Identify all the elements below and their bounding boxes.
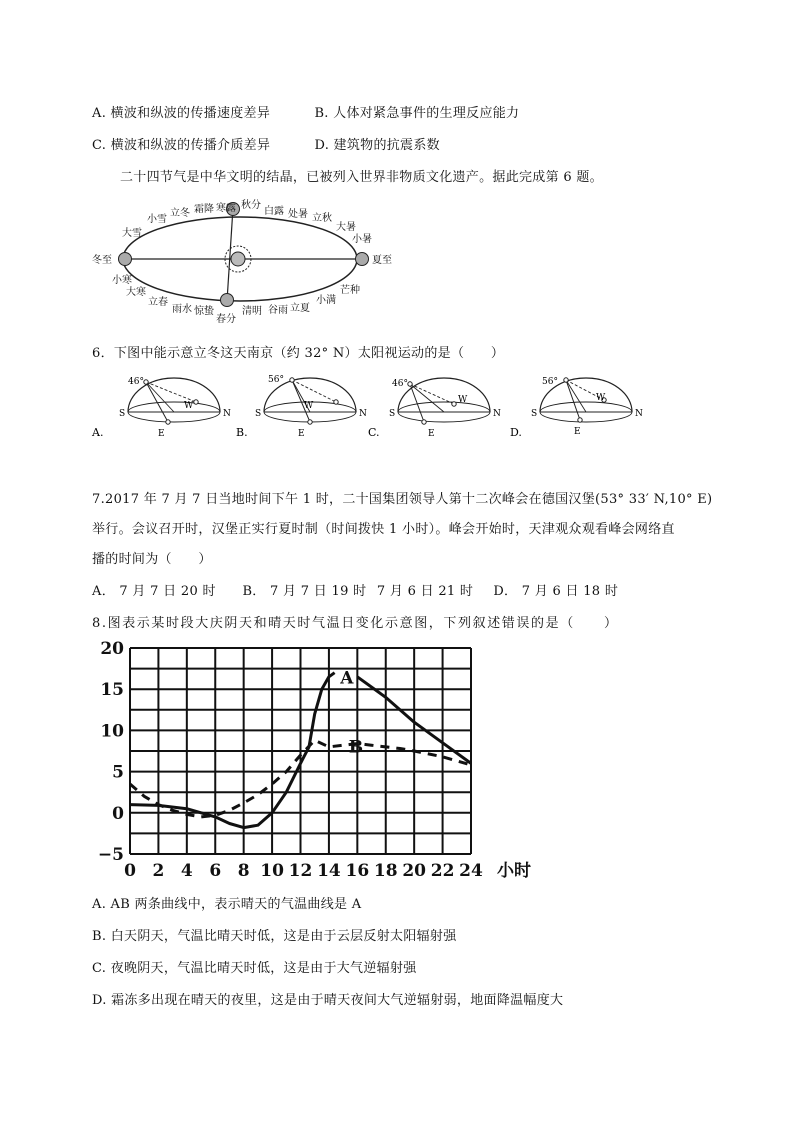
q6-c-dir-n: N — [493, 409, 501, 419]
x-tick-label: 12 — [288, 861, 313, 881]
q6-c-letter: C. — [368, 426, 380, 439]
x-tick-label: 2 — [152, 861, 165, 881]
term-dashu: 大暑 — [336, 222, 356, 233]
x-tick-label: 10 — [260, 861, 284, 881]
series-label-a: A — [340, 668, 354, 689]
term-xiazhi: 夏至 — [372, 255, 392, 266]
q8-option-c[interactable]: C. 夜晚阴天，气温比晴天时低，这是由于大气逆辐射强 — [92, 961, 417, 976]
x-tick-label: 24 — [459, 861, 483, 881]
q5-options-row2 — [92, 134, 440, 153]
q5-option-d[interactable]: D. 建筑物的抗震系数 — [314, 138, 440, 153]
q6-b-dir-n: N — [359, 409, 367, 419]
q8-option-d[interactable]: D. 霜冻多出现在晴天的夜里，这是由于晴天夜间大气逆辐射弱，地面降温幅度大 — [92, 993, 564, 1008]
q8-option-b[interactable]: B. 白天阴天，气温比晴天时低，这是由于云层反射太阳辐射强 — [92, 929, 457, 944]
x-tick-label: 22 — [430, 861, 455, 881]
q5-option-a[interactable]: A. 横波和纵波的传播速度差异 — [92, 106, 271, 121]
q5-option-b[interactable]: B. 人体对紧急事件的生理反应能力 — [314, 106, 520, 121]
q6-c-dir-w: W — [458, 395, 468, 405]
q6-option-b-figure[interactable] — [236, 375, 367, 439]
q7-option-b[interactable]: B． 7 月 7 日 19 时 — [242, 584, 367, 599]
x-tick-label: 8 — [237, 861, 250, 881]
term-shuangjiang: 霜降 — [194, 204, 214, 215]
y-tick-label: 20 — [100, 639, 124, 659]
q6-d-dir-s: S — [531, 409, 538, 419]
term-bailu: 白露 — [264, 206, 284, 217]
q7-stem-line2: 举行。会议召开时，汉堡正实行夏时制（时间拨快 1 小时）。峰会开始时，天津观众观看峰会网络直 — [92, 522, 675, 537]
q6-a-dir-e: E — [158, 429, 165, 439]
x-tick-label: 20 — [402, 861, 427, 881]
x-tick-label: 16 — [345, 861, 370, 881]
q7-stem-line3: 播的时间为（ ） — [92, 552, 212, 567]
solar-terms-diagram — [90, 192, 410, 326]
earth-marker-winter — [119, 253, 132, 266]
term-daxue: 大雪 — [122, 228, 142, 239]
q6-option-a-figure[interactable] — [91, 377, 231, 439]
term-lidong: 立冬 — [170, 208, 190, 219]
q6-hemisphere-options — [88, 370, 648, 442]
x-tick-label: 14 — [317, 861, 341, 881]
q6-b-dir-s: S — [255, 409, 262, 419]
q6-b-dir-e: E — [298, 429, 305, 439]
earth-marker-summer — [356, 253, 369, 266]
q8-option-a[interactable]: A. AB 两条曲线中，表示晴天的气温曲线是 A — [92, 897, 362, 912]
x-tick-label: 6 — [209, 861, 222, 881]
q6-b-dir-w: W — [304, 401, 314, 411]
x-axis-label: 小时 — [497, 861, 531, 881]
y-tick-label: 0 — [112, 803, 124, 824]
term-chushu: 处暑 — [288, 209, 308, 220]
term-liqiu: 立秋 — [312, 213, 332, 224]
q6-c-angle: 46° — [392, 379, 408, 389]
q6-a-dir-n: N — [223, 409, 231, 419]
q8-stem: 8.图表示某时段大庆阴天和晴天时气温日变化示意图，下列叙述错误的是（ ） — [92, 616, 619, 631]
intro-text: 二十四节气是中华文明的结晶，已被列入世界非物质文化遗产。据此完成第 6 题。 — [120, 170, 603, 185]
term-xiaoshu: 小暑 — [352, 234, 372, 245]
term-qiufen: 秋分 — [241, 200, 261, 211]
term-dahan: 大寒 — [126, 287, 146, 298]
q7-options — [92, 580, 618, 599]
q7-stem-line1: 7.2017 年 7 月 7 日当地时间下午 1 时，二十国集团领导人第十二次峰会在德国汉堡(53° 33′ N,10° E) — [92, 492, 713, 507]
q6-d-dir-n: N — [635, 409, 643, 419]
q6-option-c-figure[interactable] — [368, 378, 501, 439]
q6-d-letter: D. — [510, 426, 522, 439]
q6-c-dir-s: S — [389, 409, 396, 419]
q6-d-angle: 56° — [542, 377, 558, 387]
term-guyu: 谷雨 — [268, 305, 288, 316]
x-tick-label: 18 — [373, 861, 398, 881]
q6-a-letter: A. — [92, 426, 104, 439]
q6-option-d-figure[interactable] — [510, 377, 643, 439]
term-xiaohan: 小寒 — [112, 275, 132, 286]
term-lichun: 立春 — [148, 297, 168, 308]
series-label-b: B — [348, 737, 364, 758]
x-tick-label: 4 — [180, 861, 193, 881]
q5-options-row1 — [92, 102, 519, 121]
term-chunfen: 春分 — [216, 314, 236, 325]
y-tick-label: −5 — [97, 845, 124, 865]
y-tick-label: 5 — [112, 762, 124, 783]
q6-d-dir-e: E — [574, 427, 581, 437]
q7-option-c[interactable]: 7 月 6 日 21 时 — [376, 584, 474, 599]
q6-a-dir-w: W — [184, 401, 194, 411]
term-mangzhong: 芒种 — [340, 285, 360, 296]
term-dongzhi: 冬至 — [92, 255, 112, 266]
term-hanlu: 寒露 — [216, 203, 236, 214]
q6-a-dir-s: S — [119, 409, 126, 419]
q6-c-dir-e: E — [428, 429, 435, 439]
term-qingming: 清明 — [242, 306, 262, 317]
q7-option-d[interactable]: D． 7 月 6 日 18 时 — [493, 584, 619, 599]
q6-b-letter: B. — [236, 426, 248, 439]
q6-b-angle: 56° — [268, 375, 284, 385]
q5-option-c[interactable]: C. 横波和纵波的传播介质差异 — [92, 138, 271, 153]
term-yushui: 雨水 — [172, 304, 192, 315]
temperature-chart — [88, 636, 558, 886]
term-lixia: 立夏 — [290, 303, 310, 314]
y-tick-label: 15 — [100, 680, 124, 701]
q6-stem: 6．下图中能示意立冬这天南京（约 32° N）太阳视运动的是（ ） — [92, 346, 505, 361]
term-jingzhe: 惊蛰 — [194, 306, 214, 317]
term-xiaoxue: 小雪 — [147, 214, 167, 225]
q7-option-a[interactable]: A． 7 月 7 日 20 时 — [92, 584, 216, 599]
term-xiaoman: 小满 — [316, 295, 336, 306]
x-tick-label: 0 — [124, 861, 136, 881]
q6-d-dir-w: W — [596, 393, 606, 403]
y-tick-label: 10 — [100, 721, 124, 742]
q6-a-angle: 46° — [128, 377, 144, 387]
earth-marker-spring — [221, 294, 234, 307]
